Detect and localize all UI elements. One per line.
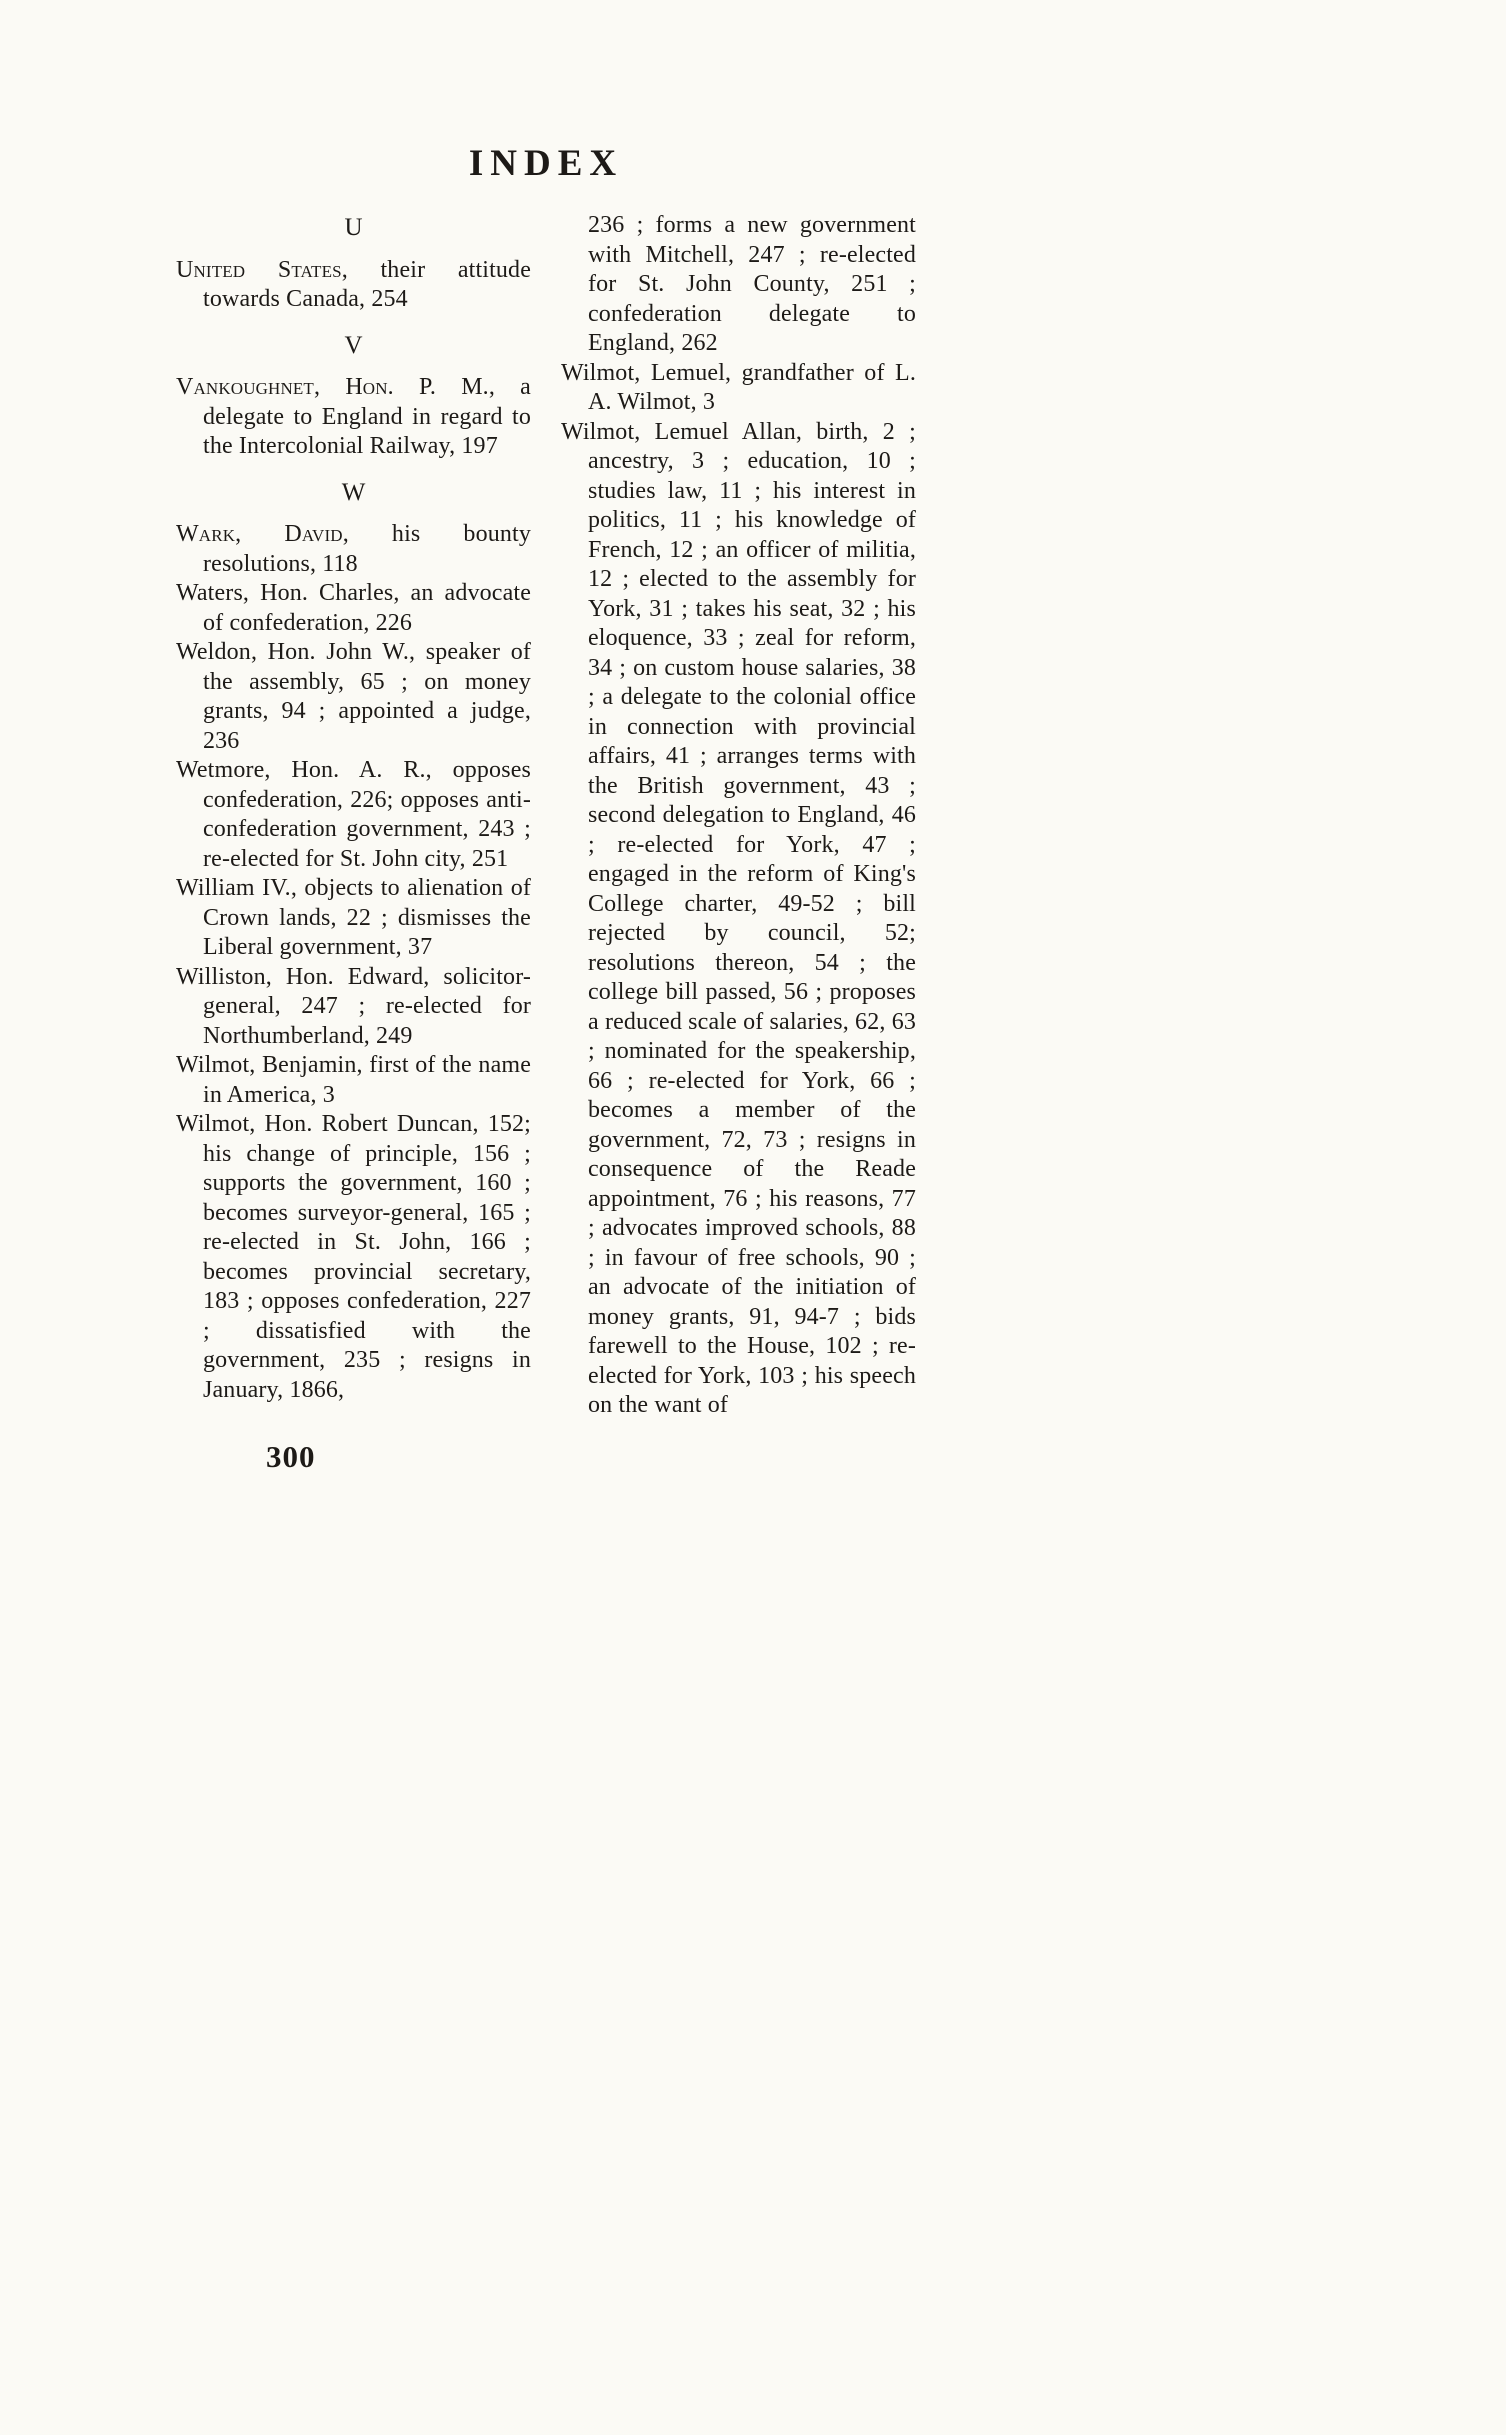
index-entry	[176, 373, 531, 462]
page-number: 300	[266, 1438, 316, 1474]
entry-lead: Wark, David,	[176, 521, 349, 547]
index-entry: Wetmore, Hon. A. R., opposes confederation, 226; opposes anti-confederation government, 243 ; re-elected for St. John city, 251	[176, 757, 531, 872]
index-entry: Wilmot, Hon. Robert Duncan, 152; his change of principle, 156 ; supports the government, 160 ; becomes surveyor-general, 165 ; re-elected in St. John, 166 ; becomes provincial secretary, 183 ; opposes confederation, 227 ; dissatisfied with the government, 235 ; resigns in January, 1866,	[176, 1111, 531, 1403]
columns	[176, 211, 916, 1421]
section-letter-u: U	[344, 214, 363, 241]
entry-lead: United States,	[176, 256, 348, 283]
section-letter-v: V	[344, 331, 363, 359]
left-column	[176, 211, 531, 1405]
index-entry	[176, 256, 531, 315]
index-entry: Wilmot, Lemuel, grandfather of L. A. Wilmot, 3	[561, 359, 916, 415]
index-entry: Wilmot, Lemuel Allan, birth, 2 ; ancestry, 3 ; education, 10 ; studies law, 11 ; his interest in politics, 11 ; his knowledge of French, 12 ; an officer of militia, 12 ; elected to the assembly for York, 31 ; takes his seat, 32 ; his eloquence, 33 ; zeal for reform, 34 ; on custom house salaries, 38 ; a delegate to the colonial office in connection with provincial affairs, 41 ; arranges terms with the British government, 43 ; second delegation to England, 46 ; re-elected for York, 47 ; engaged in the reform of King's College charter, 49-52 ; bill rejected by council, 52; resolutions thereon, 54 ; the college bill passed, 56 ; proposes a reduced scale of salaries, 62, 63 ; nominated for the speakership, 66 ; re-elected for York, 66 ; becomes a member of the government, 72, 73 ; resigns in consequence of the Reade appointment, 76 ; his reasons, 77 ; advocates improved schools, 88 ; in favour of free schools, 90 ; an advocate of the initiation of money grants, 91, 94-7 ; bids farewell to the House, 102 ; re-elected for York, 103 ; his speech on the want of	[561, 418, 916, 1418]
index-entry: William IV., objects to alienation of Crown lands, 22 ; dismisses the Liberal government, 37	[176, 875, 531, 960]
page-title: INDEX	[468, 143, 624, 184]
index-entry-continuation: 236 ; forms a new government with Mitchell, 247 ; re-elected for St. John County, 251 ; confederation delegate to England, 262	[588, 212, 916, 356]
entry-text: a delegate to England in regard to the Intercolonial Railway, 197	[203, 374, 531, 459]
index-entry	[176, 520, 531, 579]
index-entry: Wilmot, Benjamin, first of the name in America, 3	[176, 1052, 531, 1108]
entry-text: their attitude towards Canada, 254	[203, 256, 531, 312]
index-entry: Williston, Hon. Edward, solicitor-general, 247 ; re-elected for Northumberland, 249	[176, 963, 531, 1049]
entry-text: his bounty resolutions, 118	[203, 521, 531, 577]
right-column	[561, 211, 916, 1421]
index-entry: Weldon, Hon. John W., speaker of the assembly, 65 ; on money grants, 94 ; appointed a judge, 236	[176, 639, 531, 754]
index-entry: Waters, Hon. Charles, an advocate of confederation, 226	[176, 580, 531, 636]
index-page-text-block	[176, 142, 916, 1475]
section-letter-w: W	[341, 478, 366, 506]
entry-lead: Vankoughnet, Hon. P. M.,	[176, 374, 495, 400]
